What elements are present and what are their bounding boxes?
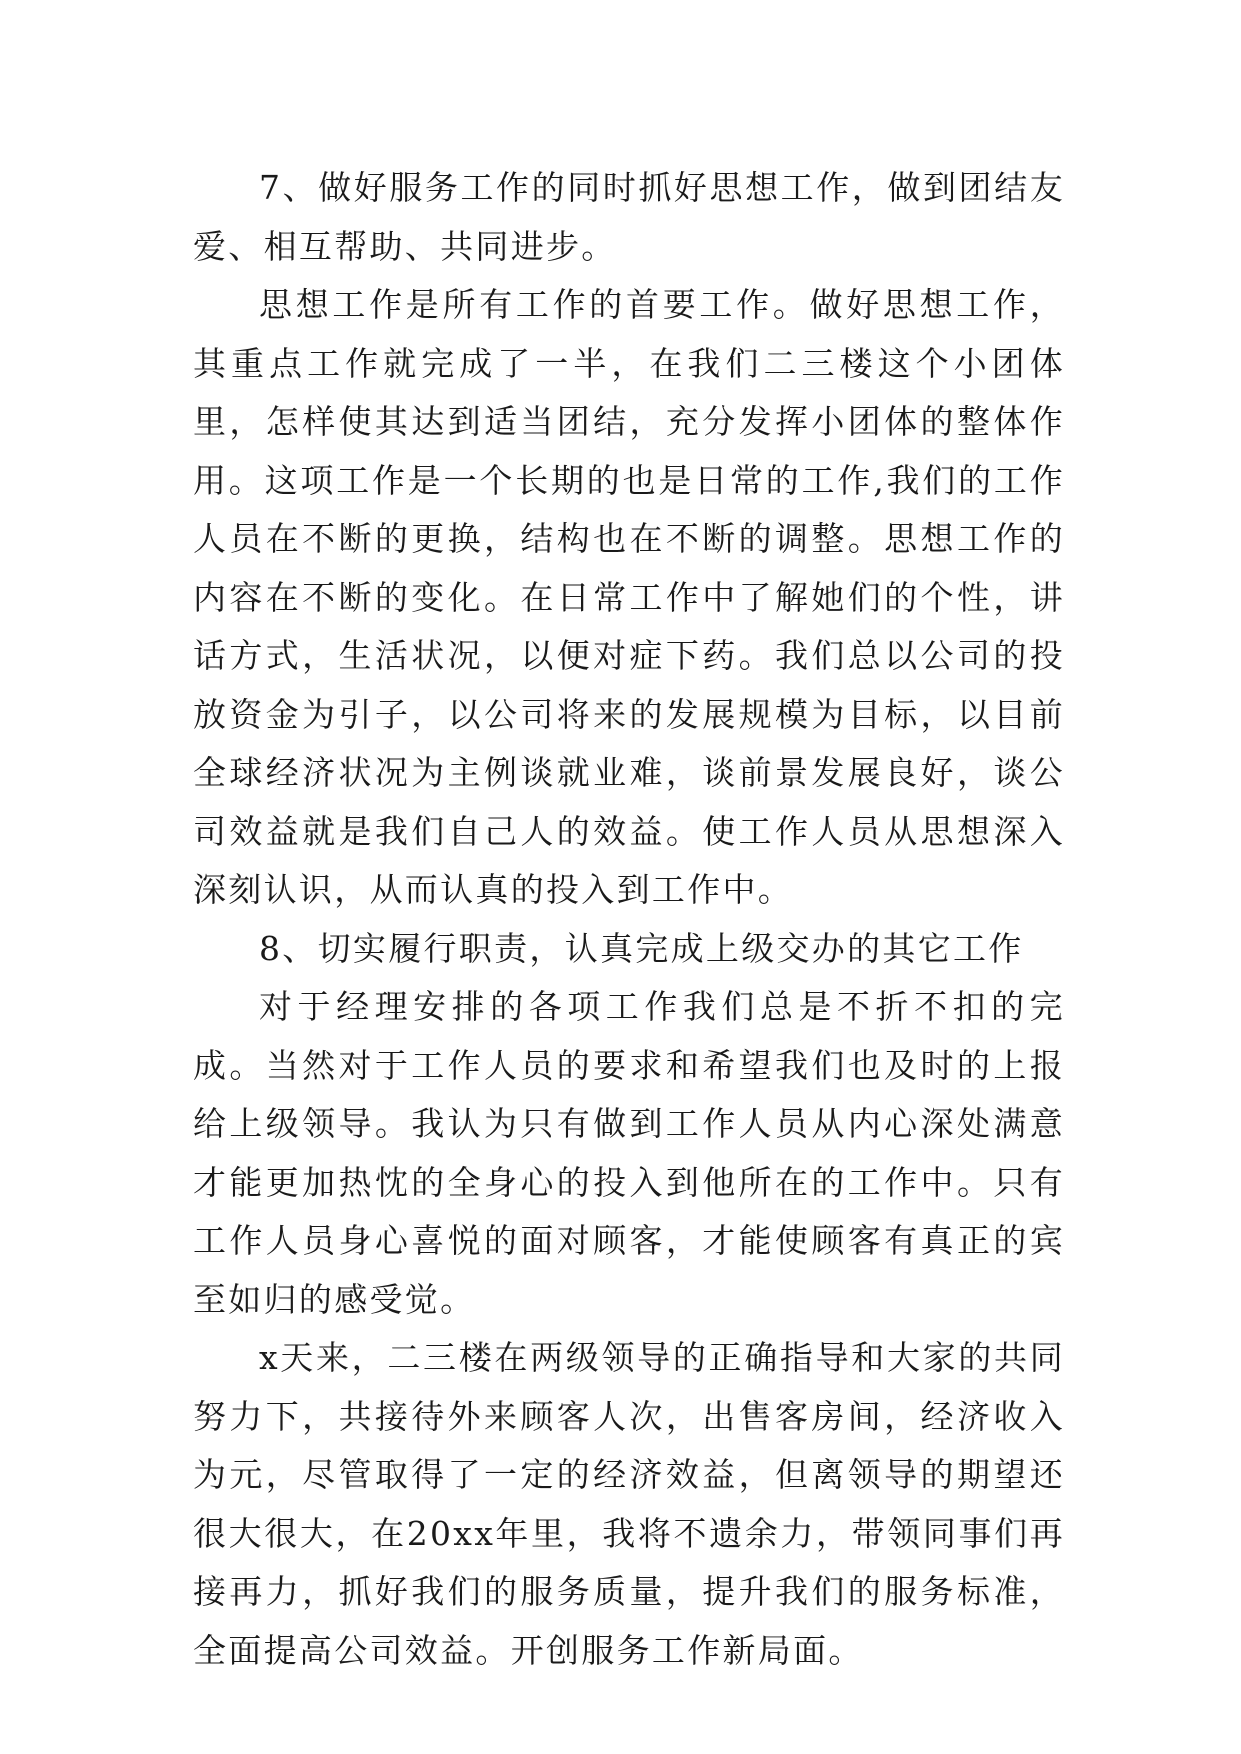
paragraph-thought-work: 思想工作是所有工作的首要工作。做好思想工作，其重点工作就完成了一半，在我们二三楼这个小团体里，怎样使其达到适当团结，充分发挥小团体的整体作用。这项工作是一个长期的也是日常的工作,我们的工作人员在不断的更换，结构也在不断的调整。思想工作的内容在不断的变化。在日常工作中了解她们的个性，讲话方式，生活状况，以便对症下药。我们总以公司的投放资金为引子，以公司将来的发展规模为目标，以目前全球经济状况为主例谈就业难，谈前景发展良好，谈公司效益就是我们自己人的效益。使工作人员从思想深入深刻认识，从而认真的投入到工作中。 bbox=[193, 285, 1065, 909]
paragraph-section-7-heading: 7、做好服务工作的同时抓好思想工作，做到团结友爱、相互帮助、共同进步。 bbox=[193, 168, 1065, 266]
paragraph-section-8-heading: 8、切实履行职责，认真完成上级交办的其它工作 bbox=[259, 928, 1024, 968]
paragraph-summary: x天来，二三楼在两级领导的正确指导和大家的共同努力下，共接待外来顾客人次，出售客房间，经济收入为元，尽管取得了一定的经济效益，但离领导的期望还很大很大，在20xx年里，我将不遗余力，带领同事们再接再力，抓好我们的服务质量，提升我们的服务标准，全面提高公司效益。开创服务工作新局面。 bbox=[193, 1338, 1065, 1670]
document-body bbox=[193, 159, 1065, 1680]
paragraph-manager-tasks: 对于经理安排的各项工作我们总是不折不扣的完成。当然对于工作人员的要求和希望我们也及时的上报给上级领导。我认为只有做到工作人员从内心深处满意才能更加热忱的全身心的投入到他所在的工作中。只有工作人员身心喜悦的面对顾客，才能使顾客有真正的宾至如归的感受觉。 bbox=[193, 987, 1065, 1319]
